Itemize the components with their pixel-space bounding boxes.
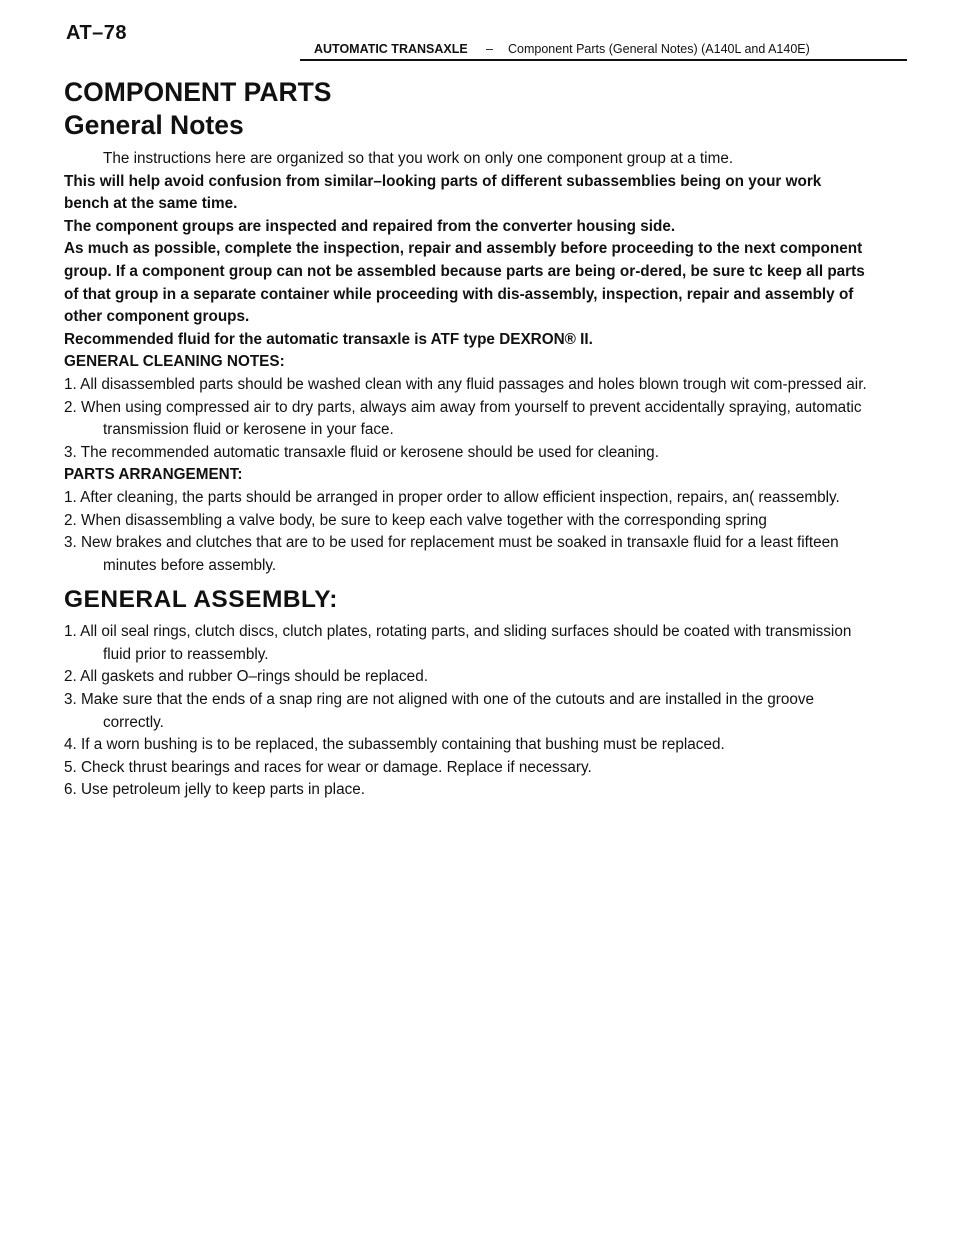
list-item: 3. The recommended automatic transaxle fluid or kerosene should be used for cleaning. xyxy=(64,443,659,461)
list-item: 1. After cleaning, the parts should be arranged in proper order to allow efficient inspection, repairs, an( reassembly. xyxy=(64,488,840,506)
header-subsection-title: Component Parts (General Notes) (A140L and A140E) xyxy=(508,42,810,56)
header-section-title: AUTOMATIC TRANSAXLE xyxy=(314,42,468,56)
general-assembly-list xyxy=(64,621,870,802)
list-item: 5. Check thrust bearings and races for wear or damage. Replace if necessary. xyxy=(64,758,592,776)
general-assembly-heading: GENERAL ASSEMBLY: xyxy=(64,586,338,614)
list-item: 1. All disassembled parts should be washed clean with any fluid passages and holes blown trough wit com-pressed air. xyxy=(64,375,867,393)
cleaning-notes-heading: GENERAL CLEANING NOTES: xyxy=(64,353,285,371)
fluid-recommendation: Recommended fluid for the automatic transaxle is ATF type DEXRON® II. xyxy=(64,330,593,348)
page-number: AT–78 xyxy=(66,22,128,44)
list-item: 1. All oil seal rings, clutch discs, clutch plates, rotating parts, and sliding surfaces should be coated with transmission fluid prior to reassembly. xyxy=(64,623,852,663)
cleaning-notes-list xyxy=(64,374,870,464)
parts-arrangement-heading: PARTS ARRANGEMENT: xyxy=(64,466,243,484)
list-item: 2. When disassembling a valve body, be sure to keep each valve together with the corresponding spring xyxy=(64,511,767,529)
header-separator: – xyxy=(486,42,493,56)
header-rule xyxy=(300,59,907,61)
list-item: 2. When using compressed air to dry parts, always aim away from yourself to prevent accidentally spraying, automatic transmission fluid or kerosene in your face. xyxy=(64,398,862,439)
list-item: 3. New brakes and clutches that are to be used for replacement must be soaked in transaxle fluid for a least fifteen minutes before assembly. xyxy=(64,534,839,574)
list-item: 2. All gaskets and rubber O–rings should be replaced. xyxy=(64,668,428,686)
page-subtitle: General Notes xyxy=(64,110,244,140)
list-item: 3. Make sure that the ends of a snap ring are not aligned with one of the cutouts and are installed in the groove correctly. xyxy=(64,691,815,731)
note-paragraph: The component groups are inspected and repaired from the converter housing side. xyxy=(64,217,676,235)
note-paragraph: As much as possible, complete the inspection, repair and assembly before proceeding to the next component group. If a component group can not be assembled because parts are being or-dered, be sure tc keep all parts of that group in a separate container while proceeding with dis-assembly, inspection, repair and assembly of other component groups. xyxy=(64,240,865,326)
page-header xyxy=(0,0,960,64)
page-title: COMPONENT PARTS xyxy=(64,77,332,107)
list-item: 6. Use petroleum jelly to keep parts in place. xyxy=(64,781,365,799)
parts-arrangement-list xyxy=(64,487,870,577)
intro-paragraph: The instructions here are organized so that you work on only one component group at a time. xyxy=(103,150,734,167)
page-body xyxy=(64,76,870,802)
list-item: 4. If a worn bushing is to be replaced, the subassembly containing that bushing must be replaced. xyxy=(64,736,725,754)
note-paragraph: This will help avoid confusion from similar–looking parts of different subassemblies being on your work bench at the same time. xyxy=(64,172,822,213)
